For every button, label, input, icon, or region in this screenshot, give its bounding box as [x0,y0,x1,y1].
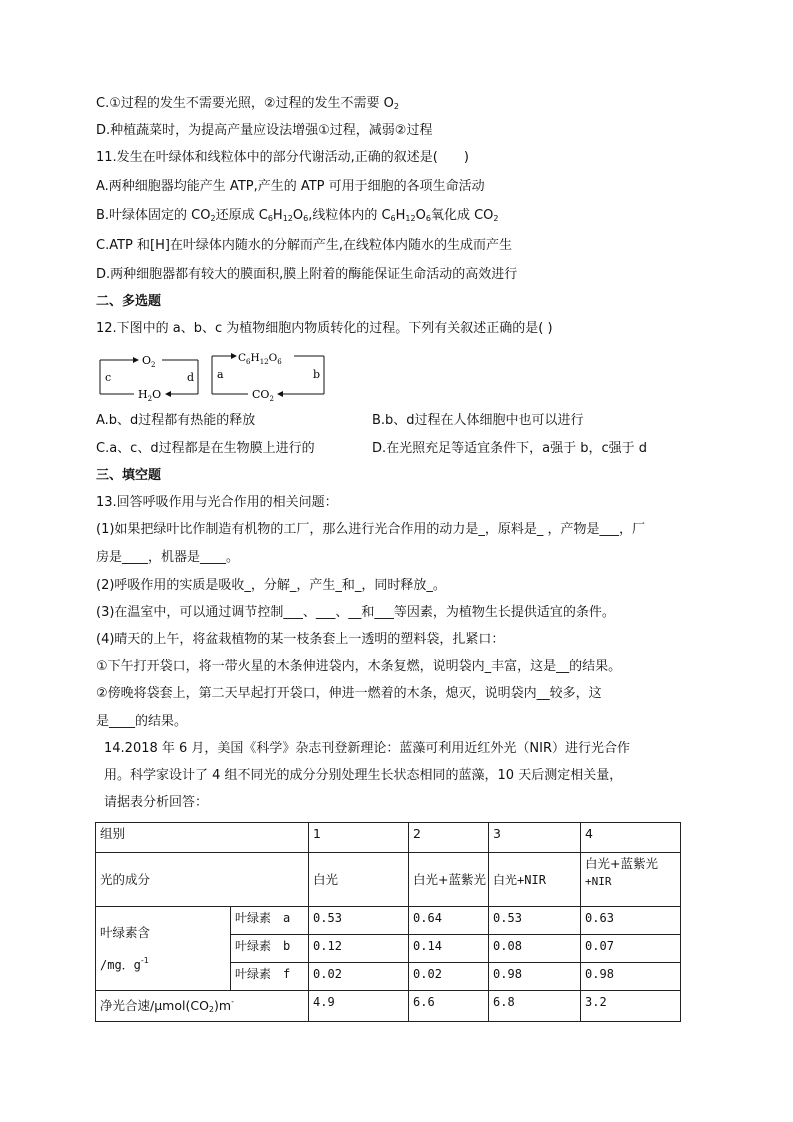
q12-conversion-diagram [98,352,330,402]
right-cycle [212,352,324,402]
table-row-light [96,853,681,907]
light-cell: 白光+NIR [489,853,581,907]
table-cell: 0.53 [489,907,581,935]
table-cell: 4.9 [309,991,409,1022]
q12-stem: 12.下图中的 a、b、c 为植物细胞内物质转化的过程。下列有关叙述正确的是( ) [96,321,553,336]
row-label: 叶绿素 a [231,907,309,935]
section-heading-fill-blank: 三、填空题 [96,468,162,483]
group-cell: 4 [581,823,681,853]
row-label: 叶绿素 f [231,963,309,991]
q11-option-a: A.两种细胞器均能产生 ATP,产生的 ATP 可用于细胞的各项生命活动 [96,179,485,194]
light-cell: 白光+蓝紫光 [409,853,489,907]
h2o-label: $H_2O$ [138,388,162,402]
table-cell: 0.98 [489,963,581,991]
q13-line-6: ①下午打开袋口，将一带火星的木条伸进袋内，木条复燃，说明袋内_丰富，这是__的结果。 [96,659,622,674]
q14-line-1: 14.2018 年 6 月，美国《科学》杂志刊登新理论：蓝藻可利用近红外光（NIR）进行光合作 [104,741,631,756]
q14-line-2: 用。科学家设计了 4 组不同光的成分分别处理生长状态相同的蓝藻，10 天后测定相关量， [104,768,623,783]
label-b: b [313,368,321,381]
co2-label: $CO_2$ [252,388,274,402]
table-row-rate [96,991,681,1022]
table-row [96,907,681,935]
table-cell: 0.12 [309,935,409,963]
q11-option-d: D.两种细胞器都有较大的膜面积,膜上附着的酶能保证生命活动的高效进行 [96,267,518,282]
q13-line-1: (1)如果把绿叶比作制造有机物的工厂，那么进行光合作用的动力是_，原料是_ ，产物是___，厂 [96,522,646,537]
q13-line-3: (2)呼吸作用的实质是吸收_，分解_，产生_和_，同时释放_。 [96,578,446,593]
q14-line-3: 请据表分析回答： [104,795,209,810]
group-cell: 1 [309,823,409,853]
table-cell: 6.6 [409,991,489,1022]
table-cell: 0.02 [309,963,409,991]
table-cell: 0.63 [581,907,681,935]
q14-data-table [95,822,681,1022]
table-cell: 0.98 [581,963,681,991]
q12-option-a: A.b、d过程都有热能的释放 [96,413,256,428]
table-cell: 0.14 [409,935,489,963]
q12-option-b: B.b、d过程在人体细胞中也可以进行 [372,413,584,428]
q13-line-7: ②傍晚将袋套上，第二天早起打开袋口，伸进一燃着的木条，熄灭，说明袋内__较多，这 [96,686,602,701]
table-cell: 6.8 [489,991,581,1022]
label-a: a [217,368,224,381]
table-cell: 0.08 [489,935,581,963]
label-d: d [187,371,195,384]
q12-option-c: C.a、c、d过程都是在生物膜上进行的 [96,441,315,456]
table-cell: 3.2 [581,991,681,1022]
section-heading-multi-choice: 二、多选题 [96,294,162,309]
table-cell: 0.64 [409,907,489,935]
table-row-group [96,823,681,853]
q13-line-5: (4)晴天的上午，将盆栽植物的某一枝条套上一透明的塑料袋，扎紧口： [96,632,505,647]
label-c: c [105,371,112,384]
q13-line-4: (3)在温室中，可以通过调节控制___、___、__和___等因素，为植物生长提供适宜的条件。 [96,605,615,620]
q10-option-d: D.种植蔬菜时，为提高产量应设法增强①过程，减弱②过程 [96,123,433,138]
q11-option-b: B.叶绿体固定的 $CO_2$还原成 $C_6H_{12}O_6$,线粒体内的 $C_6H_{12}O_6$氧化成 $CO_2$ [96,208,499,223]
chlorophyll-header: 叶绿素含 /mg．$g^{-1}$ [96,907,231,991]
rate-header: 净光合速$/\mu mol(CO_2)m^-$ [96,991,309,1022]
group-cell: 2 [409,823,489,853]
q12-option-d: D.在光照充足等适宜条件下，a强于 b，c强于 d [372,441,648,456]
group-header: 组别 [96,823,309,853]
o2-label: $O_2$ [142,354,156,369]
light-cell: 白光 [309,853,409,907]
table-cell: 0.53 [309,907,409,935]
q10-option-c: C.①过程的发生不需要光照，②过程的发生不需要 $O_2$ [96,96,399,111]
light-header: 光的成分 [96,853,309,907]
table-cell: 0.07 [581,935,681,963]
row-label: 叶绿素 b [231,935,309,963]
light-cell: 白光+蓝紫光 +NIR [581,853,681,907]
left-cycle [100,354,198,402]
group-cell: 3 [489,823,581,853]
table-cell: 0.02 [409,963,489,991]
q11-stem: 11.发生在叶绿体和线粒体中的部分代谢活动,正确的叙述是( ) [96,150,469,165]
q13-line-8: 是____的结果。 [96,714,188,729]
q13-line-2: 房是____，机器是____。 [96,550,240,565]
q11-option-c: C.ATP 和[H]在叶绿体内随水的分解而产生,在线粒体内随水的生成而产生 [96,238,513,253]
q13-stem: 13.回答呼吸作用与光合作用的相关问题： [96,495,338,510]
glucose-label: $C_6H_{12}O_6$ [238,352,282,366]
